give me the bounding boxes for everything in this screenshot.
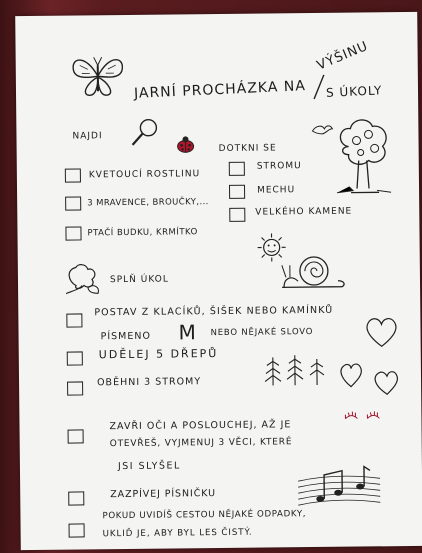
- task-1-line-2a: PÍSMENO: [100, 330, 151, 343]
- ladybug-icon: [174, 134, 196, 154]
- task-3: OBĚHNI 3 STROMY: [97, 376, 202, 389]
- touch-item-2: MECHU: [257, 185, 296, 196]
- bird-icon: [310, 123, 334, 137]
- heart-icon: [364, 316, 398, 348]
- touch-heading: DOTKNI SE: [218, 143, 277, 154]
- touch-checkbox-2[interactable]: [229, 185, 245, 199]
- worksheet-paper: [15, 12, 422, 550]
- find-item-1: KVETOUCÍ ROSTLINU: [88, 169, 201, 181]
- task-4-line-1: ZAVŘI OČI A POSLOUCHEJ, AŽ JE: [109, 419, 292, 433]
- find-checkbox-3[interactable]: [65, 226, 81, 240]
- task-checkbox-1[interactable]: [66, 313, 82, 327]
- task-1-line-1: POSTAV Z KLACÍKŮ, ŠIŠEK NEBO KAMÍNKŮ: [94, 304, 334, 319]
- task-1-line-2b: NEBO NĚJAKÉ SLOVO: [210, 327, 314, 339]
- task-checkbox-5[interactable]: [68, 491, 84, 505]
- closed-eyes-icon: [343, 408, 383, 422]
- task-6-line-2: UKLIĎ JE, ABY BYL LES ČISTÝ.: [102, 527, 253, 540]
- find-checkbox-2[interactable]: [65, 196, 81, 210]
- title-slash: [312, 73, 326, 101]
- task-4-line-2: OTEVŘEŠ, VYJMENUJ 3 VĚCI, KTERÉ: [109, 437, 293, 450]
- music-notes-icon: [296, 464, 382, 509]
- tree-icon: [332, 116, 393, 197]
- task-checkbox-3[interactable]: [67, 381, 83, 395]
- find-heading: NAJDI: [72, 131, 103, 142]
- title-after-slash: S ÚKOLY: [325, 83, 383, 100]
- snail-icon: [278, 251, 348, 292]
- task-2: UDĚLEJ 5 DŘEPŮ: [98, 347, 219, 362]
- task-5: ZAZPÍVEJ PÍSNIČKU: [110, 488, 216, 501]
- trees-icon: [263, 353, 327, 388]
- task-checkbox-2[interactable]: [67, 351, 83, 365]
- find-item-2: 3 MRAVENCE, BROUČKY,...: [87, 197, 209, 209]
- touch-checkbox-1[interactable]: [229, 162, 245, 176]
- task-checkbox-6[interactable]: [69, 523, 85, 537]
- touch-checkbox-3[interactable]: [229, 208, 245, 222]
- page-title: JARNÍ PROCHÁZKA NA: [133, 78, 307, 102]
- magnifier-icon: [130, 117, 160, 147]
- task-6-line-1: POKUD UVIDÍŠ CESTOU NĚJAKÉ ODPADKY,: [102, 509, 307, 522]
- task-4-line-3: JSI SLYŠEL: [117, 460, 181, 473]
- butterfly-icon: [68, 51, 129, 102]
- find-item-3: PTAČÍ BUDKU, KRMÍTKO: [87, 227, 198, 239]
- task-1-letter: M: [178, 320, 196, 345]
- task-checkbox-4[interactable]: [68, 429, 84, 443]
- task-heading: SPLŇ ÚKOL: [109, 274, 169, 286]
- touch-item-1: STROMU: [256, 161, 302, 172]
- flower-icon: [64, 261, 106, 295]
- hearts-icon: [337, 356, 403, 397]
- find-checkbox-1[interactable]: [65, 168, 81, 182]
- touch-item-3: VELKÉHO KAMENE: [255, 206, 353, 218]
- title-upper-word: VÝŠINU: [314, 38, 371, 74]
